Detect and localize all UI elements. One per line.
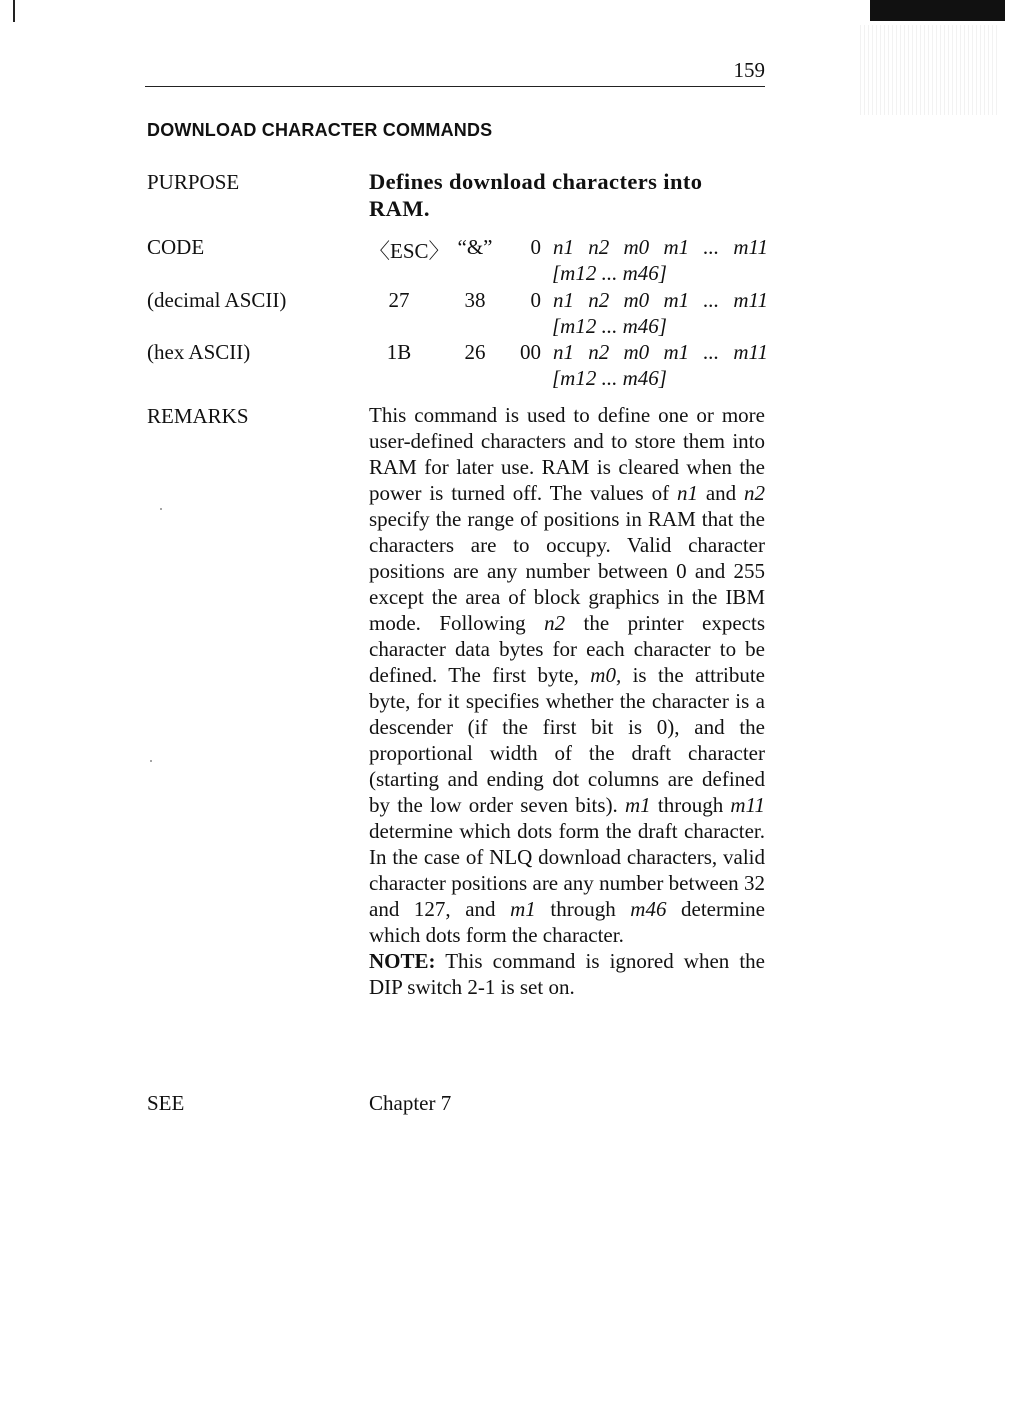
- see-text: Chapter 7: [369, 1091, 452, 1115]
- remarks-label: REMARKS: [147, 404, 249, 428]
- decimal-c2: 38: [464, 288, 486, 312]
- code-label: CODE: [147, 235, 205, 259]
- code-esc: 〈ESC〉: [369, 239, 450, 263]
- remarks-text: This command is used to define one or more user-defined characters and to store them into RAM for later use. RAM is cleared when the power is turned off. The values of: [369, 403, 765, 505]
- header-rule: [145, 86, 765, 87]
- code-params: n1 n2 m0 m1 ... m11: [553, 235, 768, 259]
- page-number: 159: [733, 58, 765, 82]
- crop-mark-left: [13, 0, 15, 22]
- see-label: SEE: [147, 1091, 185, 1115]
- crop-mark-right: [870, 0, 1005, 21]
- param-m46: m46: [630, 897, 667, 921]
- decimal-params-cont: [m12 ... m46]: [552, 314, 667, 338]
- scan-speck: [160, 508, 162, 510]
- purpose-text: Defines download characters into RAM.: [369, 169, 703, 221]
- section-title: DOWNLOAD CHARACTER COMMANDS: [147, 120, 493, 140]
- decimal-label: (decimal ASCII): [147, 288, 287, 312]
- code-zero: 0: [530, 235, 541, 259]
- hex-params: n1 n2 m0 m1 ... m11: [553, 340, 768, 364]
- param-n1: n1: [676, 481, 698, 505]
- hex-label: (hex ASCII): [147, 340, 251, 364]
- remarks-text: determine which dots form the draft character. In the case of NLQ download characters, valid character positions are any number between 32 and 127, and: [369, 819, 765, 921]
- scan-shading: [860, 25, 1000, 115]
- remarks-body: [369, 402, 765, 1000]
- remarks-text: specify the range of positions in RAM that the characters are to occupy. Valid character positions are any number between 0 and 255 except the area of block graphics in the IBM mode. Following: [369, 507, 765, 635]
- param-n2: n2: [544, 611, 566, 635]
- note-label: NOTE:: [369, 949, 436, 973]
- remarks-text: through: [535, 897, 631, 921]
- note-text: This command is ignored when the DIP switch 2-1 is set on.: [369, 949, 765, 999]
- decimal-c1: 27: [388, 288, 410, 312]
- hex-c1: 1B: [386, 340, 412, 364]
- decimal-params: n1 n2 m0 m1 ... m11: [553, 288, 768, 312]
- purpose-label: PURPOSE: [147, 170, 240, 194]
- remarks-text: is the attribute byte, for it specifies whether the character is a descender (if the first bit is 0), and the proportional width of the draft character (starting and ending dot columns are defined by the low order seven bits).: [369, 663, 765, 817]
- code-params-cont: [m12 ... m46]: [552, 261, 667, 285]
- hex-c3: 00: [520, 340, 541, 364]
- hex-params-cont: [m12 ... m46]: [552, 366, 667, 390]
- hex-c2: 26: [464, 340, 486, 364]
- remarks-text: through: [650, 793, 731, 817]
- decimal-c3: 0: [530, 288, 541, 312]
- param-n2: n2: [744, 481, 765, 505]
- param-m1: m1: [510, 897, 536, 921]
- remarks-paragraph: [369, 402, 765, 948]
- remarks-text: and: [697, 481, 744, 505]
- code-ampersand: “&”: [457, 235, 493, 259]
- remarks-text: determine which dots form the character.: [369, 897, 765, 947]
- param-m1: m1: [625, 793, 651, 817]
- remarks-note: [369, 948, 765, 1000]
- remarks-text: the printer expects character data bytes for each character to be defined. The first byte,: [369, 611, 765, 687]
- param-m0: m0,: [590, 663, 622, 687]
- scan-speck: [150, 760, 152, 762]
- param-m11: m11: [730, 793, 765, 817]
